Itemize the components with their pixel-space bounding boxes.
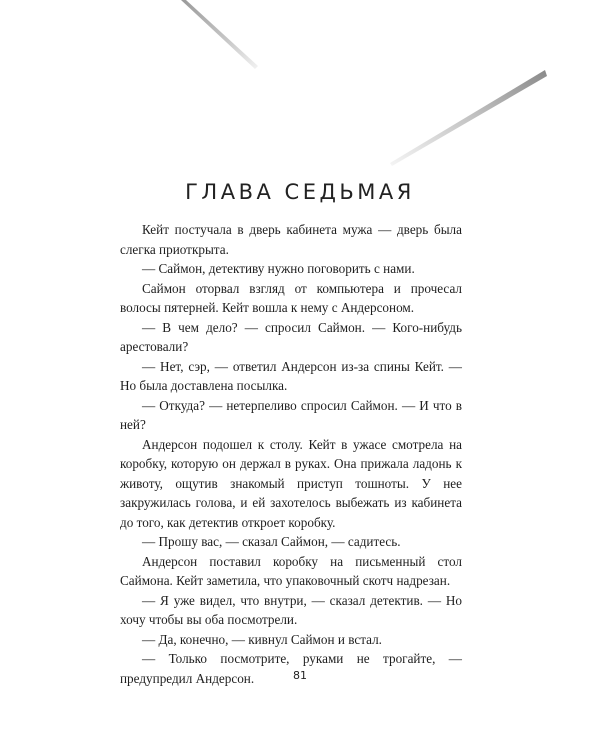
paragraph: Саймон оторвал взгляд от компьютера и прочесал волосы пятерней. Кейт вошла к нему с Андерсоном. <box>120 280 462 315</box>
paragraph: — Я уже видел, что внутри, — сказал детектив. — Но хочу чтобы вы оба посмотрели. <box>120 592 462 627</box>
paragraph: — Да, конечно, — кивнул Саймон и встал. <box>142 631 382 647</box>
light-streak-right <box>390 70 547 166</box>
paragraph: Андерсон поставил коробку на письменный стол Саймона. Кейт заметила, что упаковочный скотч надрезан. <box>120 553 462 588</box>
paragraph: — Нет, сэр, — ответил Андерсон из-за спины Кейт. — Но была доставлена посылка. <box>120 358 462 393</box>
page-number: 81 <box>293 669 307 682</box>
chapter-title: ГЛАВА СЕДЬМАЯ <box>185 180 415 204</box>
paragraph: — Саймон, детективу нужно поговорить с нами. <box>142 261 415 276</box>
decorative-light-streaks <box>0 0 600 200</box>
paragraph: Кейт постучала в дверь кабинета мужа — дверь была слегка приоткрыта. <box>120 222 462 257</box>
light-streak-upper <box>181 0 258 69</box>
paragraph: Андерсон подошел к столу. Кейт в ужасе смотрела на коробку, которую он держал в руках. Она прижала ладонь к животу, ощутив знакомый приступ тошноты. У нее закружилась голова, и ей захотелось выбежать из кабинета до того, как детектив откроет коробку. <box>120 436 462 530</box>
chapter-body <box>120 220 462 688</box>
paragraph: — Только посмотрите, руками не трогайте, — предупредил Андерсон. <box>120 651 462 686</box>
paragraph: — В чем дело? — спросил Саймон. — Кого-нибудь арестовали? <box>120 319 462 354</box>
paragraph: — Откуда? — нетерпеливо спросил Саймон. — И что в ней? <box>120 397 462 432</box>
paragraph: — Прошу вас, — сказал Саймон, — садитесь. <box>142 534 401 549</box>
